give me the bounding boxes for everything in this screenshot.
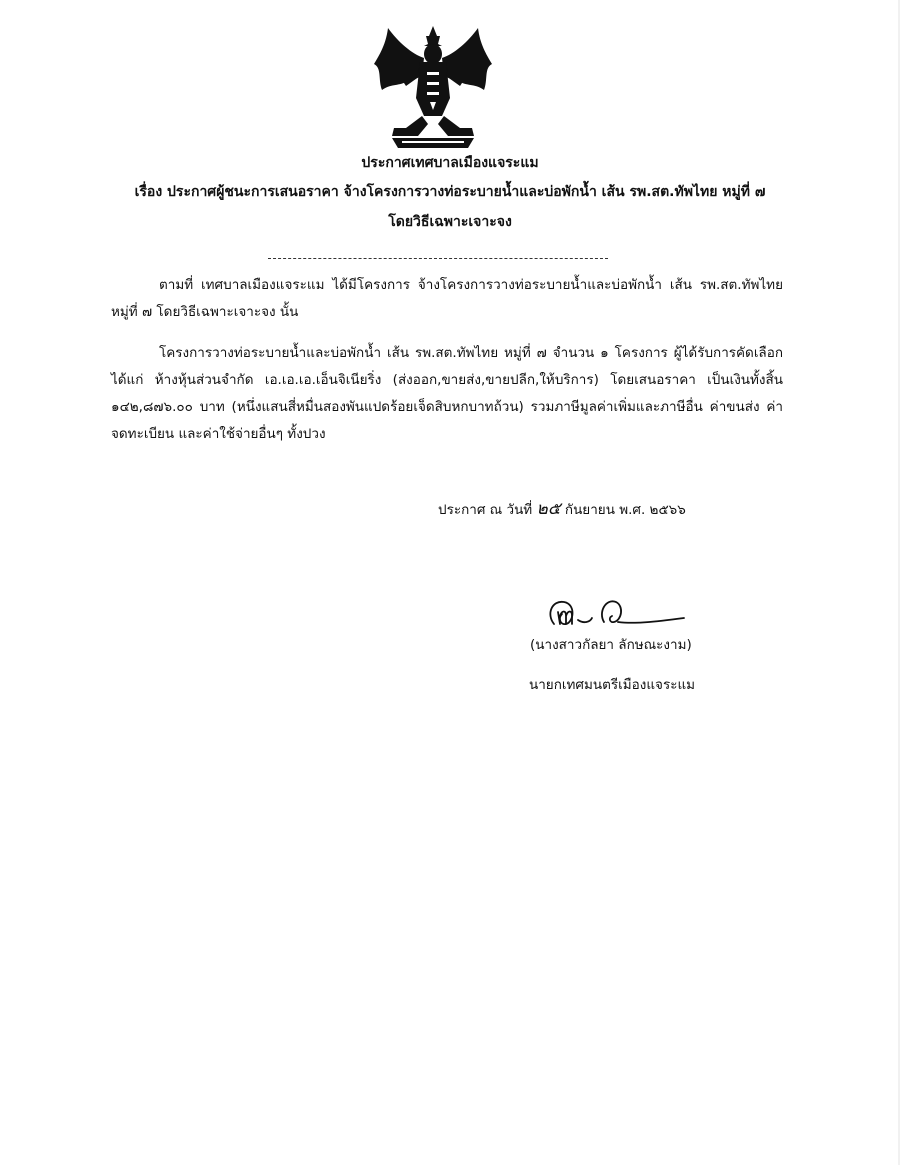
signatory-position: นายกเทศมนตรีเมืองแจระแม <box>529 677 696 693</box>
garuda-emblem-icon <box>372 24 494 150</box>
date-day: ๒๕ <box>536 499 561 519</box>
intro-paragraph <box>111 272 783 326</box>
separator-rule <box>268 258 608 259</box>
intro-paragraph-text: ตามที่ เทศบาลเมืองแจระแม ได้มีโครงการ จ้างโครงการวางท่อระบายน้ำและบ่อพักน้ำ เส้น รพ.สต.ทัพไทย หมู่ที่ ๗ โดยวิธีเฉพาะเจาะจง นั้น <box>111 277 783 320</box>
document-subject: เรื่อง ประกาศผู้ชนะการเสนอราคา จ้างโครงการวางท่อระบายน้ำและบ่อพักน้ำ เส้น รพ.สต.ทัพไทย หมู่ที่ ๗ <box>134 184 766 200</box>
document-title: ประกาศเทศบาลเมืองแจระแม <box>361 155 539 171</box>
signatory-name: (นางสาวกัลยา ลักษณะงาม) <box>530 637 692 653</box>
date-month-year: กันยายน พ.ศ. ๒๕๖๖ <box>564 502 686 518</box>
procurement-method: โดยวิธีเฉพาะเจาะจง <box>388 214 512 230</box>
award-paragraph-text: โครงการวางท่อระบายน้ำและบ่อพักน้ำ เส้น รพ.สต.ทัพไทย หมู่ที่ ๗ จำนวน ๑ โครงการ ผู้ได้รับการคัดเลือก ได้แก่ ห้างหุ้นส่วนจำกัด เอ.เอ.เอ.เอ็นจิเนียริ่ง (ส่งออก,ขายส่ง,ขายปลีก,ให้บริการ) โดยเสนอราคา เป็นเงินทั้งสิ้น ๑๔๒,๘๗๖.๐๐ บาท (หนึ่งแสนสี่หมื่นสองพันแปดร้อยเจ็ดสิบหกบาทถ้วน) รวมภาษีมูลค่าเพิ่มและภาษีอื่น ค่าขนส่ง ค่าจดทะเบียน และค่าใช้จ่ายอื่นๆ ทั้งปวง <box>111 345 783 442</box>
signature-icon <box>544 594 694 636</box>
award-paragraph <box>111 340 783 448</box>
date-prefix: ประกาศ ณ วันที่ <box>438 502 533 518</box>
announcement-date <box>438 498 686 521</box>
